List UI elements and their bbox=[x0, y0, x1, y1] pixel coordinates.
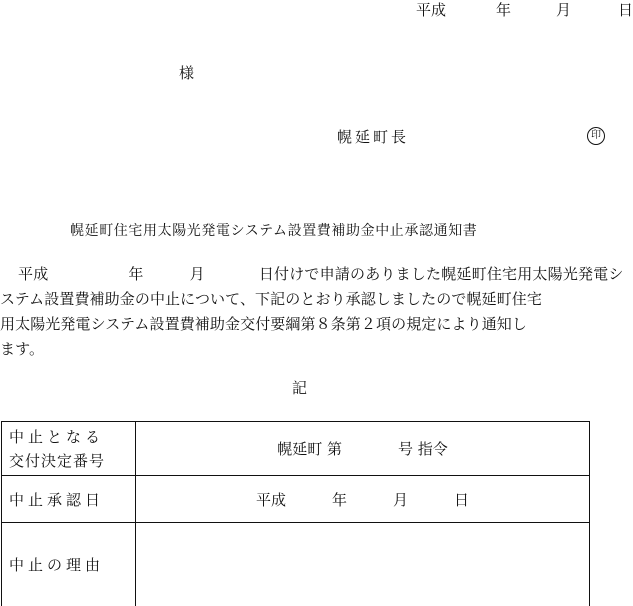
decision-number-prefix: 幌延町 第 bbox=[277, 440, 342, 458]
approval-date-value bbox=[136, 476, 590, 523]
approval-date-day: 日 bbox=[454, 490, 470, 509]
notice-body bbox=[0, 262, 624, 362]
body-line-4: ます。 bbox=[0, 340, 45, 358]
body-year: 年 bbox=[128, 265, 144, 283]
date-month: 月 bbox=[556, 1, 572, 19]
date-day: 日 bbox=[618, 1, 633, 19]
details-table bbox=[1, 421, 590, 606]
approval-date-month: 月 bbox=[393, 490, 409, 509]
reason-label: 中止の理由 bbox=[2, 523, 136, 606]
decision-number-label-line2: 交付決定番号 bbox=[9, 451, 106, 470]
date-year: 年 bbox=[496, 1, 512, 19]
body-era: 平成 bbox=[18, 265, 49, 283]
date-line bbox=[416, 3, 633, 18]
body-month: 月 bbox=[189, 265, 205, 283]
date-era: 平成 bbox=[416, 1, 447, 19]
issuer-name: 幌延町長 bbox=[337, 128, 410, 146]
decision-number-label bbox=[2, 422, 136, 476]
decision-number-label-line1: 中止となる bbox=[9, 427, 105, 446]
table-row bbox=[2, 476, 590, 523]
body-line-1 bbox=[0, 262, 624, 287]
approval-date-era: 平成 bbox=[255, 490, 286, 509]
approval-date-label: 中止承認日 bbox=[2, 476, 136, 523]
decision-number-suffix: 号 指令 bbox=[398, 440, 448, 458]
seal-icon: 印 bbox=[587, 127, 605, 145]
recipient-honorific: 様 bbox=[179, 64, 195, 82]
body-line-3: 用太陽光発電システム設置費補助金交付要綱第８条第２項の規定により通知し bbox=[0, 315, 528, 333]
body-line-1-rest: 日付けで申請のありました幌延町住宅用太陽光発電シ bbox=[258, 265, 624, 283]
approval-date-year: 年 bbox=[331, 490, 347, 509]
reason-value bbox=[136, 523, 590, 606]
ki-heading: 記 bbox=[292, 379, 308, 397]
document-title: 幌延町住宅用太陽光発電システム設置費補助金中止承認通知書 bbox=[70, 223, 478, 239]
table-row bbox=[2, 523, 590, 606]
decision-number-value bbox=[136, 422, 590, 476]
body-line-2: ステム設置費補助金の中止について、下記のとおり承認しましたので幌延町住宅 bbox=[0, 290, 542, 308]
table-row bbox=[2, 422, 590, 476]
